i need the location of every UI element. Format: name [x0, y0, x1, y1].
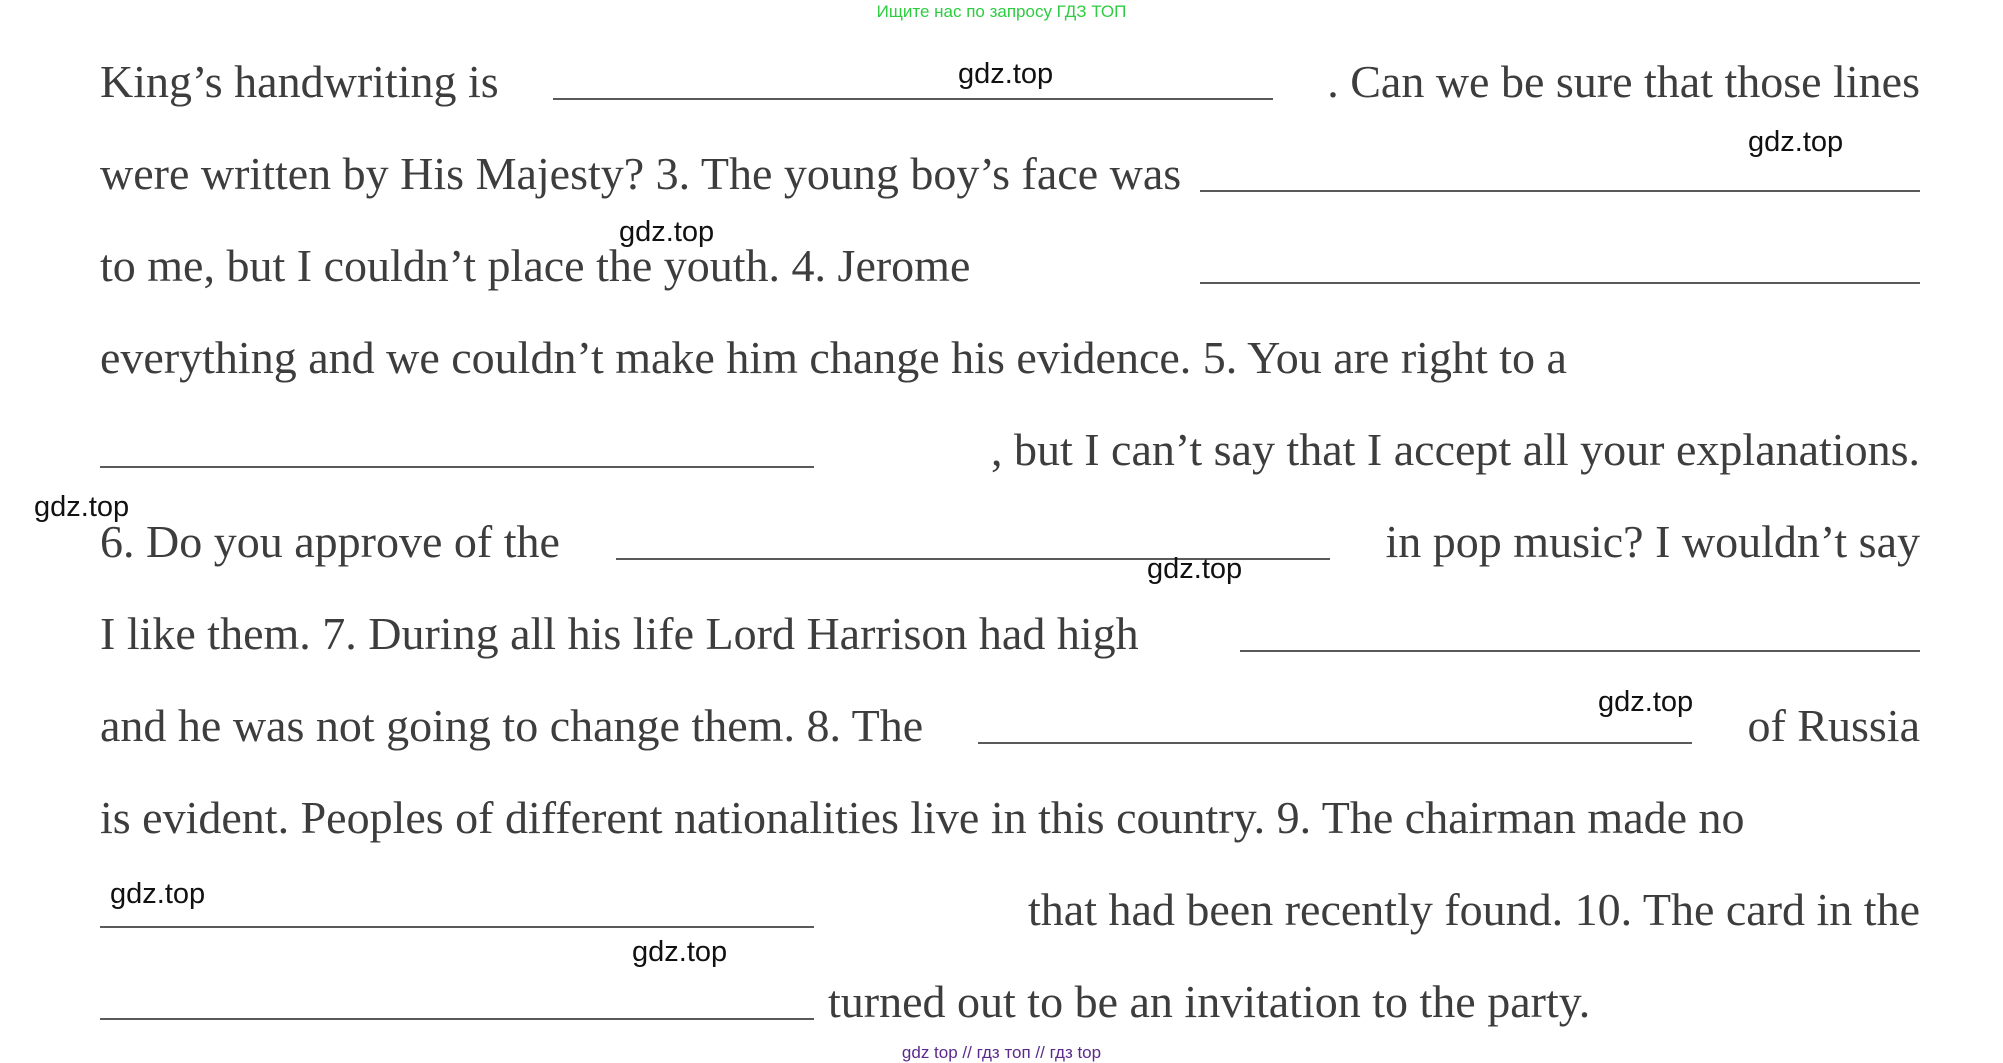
line-9-text-before: is evident. Peoples of different nationalities live in this country. 9. The chairman made no — [100, 792, 1745, 843]
answer-blank-5[interactable] — [100, 432, 814, 468]
text-line-2 — [100, 140, 1920, 200]
answer-blank-4[interactable] — [1200, 248, 1920, 284]
answer-blank-10[interactable] — [100, 984, 814, 1020]
answer-blank-9[interactable] — [100, 892, 814, 928]
line-1-text-before: King’s handwriting is — [100, 56, 499, 107]
answer-blank-3[interactable] — [1200, 156, 1920, 192]
answer-blank-7[interactable] — [1240, 616, 1920, 652]
text-line-4 — [100, 324, 1920, 384]
search-hint-banner[interactable]: Ищите нас по запросу ГДЗ ТОП — [876, 2, 1127, 21]
line-1-text-after: . Can we be sure that those lines — [1327, 56, 1920, 107]
answer-blank-2[interactable] — [553, 64, 1273, 100]
watermark-8: gdz.top — [632, 936, 728, 968]
line-7-text-before: I like them. 7. During all his life Lord Harrison had high — [100, 608, 1139, 659]
answer-blank-8[interactable] — [978, 708, 1692, 744]
line-6-text-after: in pop music? I wouldn’t say — [1385, 516, 1920, 567]
line-11-text-after: turned out to be an invitation to the party. — [828, 976, 1591, 1027]
line-3-text-before: to me, but I couldn’t place the youth. 4. Jerome — [100, 240, 971, 291]
line-8-text-after: of Russia — [1747, 700, 1920, 751]
text-line-7 — [100, 600, 1920, 660]
watermark-1: gdz.top — [958, 58, 1054, 90]
watermark-2: gdz.top — [1748, 126, 1844, 158]
text-line-6 — [100, 508, 1920, 568]
line-2-text-before: were written by His Majesty? 3. The young boy’s face was — [100, 148, 1182, 199]
text-line-5 — [100, 416, 1920, 476]
line-10-text-after: that had been recently found. 10. The card in the — [1028, 884, 1920, 935]
line-6-text-before: 6. Do you approve of the — [100, 516, 560, 567]
line-4-text-before: everything and we couldn’t make him change his evidence. 5. You are right to a — [100, 332, 1567, 383]
watermark-4: gdz.top — [34, 491, 130, 523]
footer-links[interactable]: gdz top // гдз топ // гдз top — [901, 1043, 1102, 1062]
watermark-3: gdz.top — [619, 216, 715, 248]
watermark-6: gdz.top — [1598, 686, 1694, 718]
text-line-9 — [100, 784, 1920, 844]
text-line-3 — [100, 232, 1920, 292]
line-8-text-before: and he was not going to change them. 8. The — [100, 700, 924, 751]
watermark-7: gdz.top — [110, 878, 206, 910]
text-line-11 — [100, 968, 1920, 1028]
text-line-10 — [100, 876, 1920, 936]
line-5-text-after: , but I can’t say that I accept all your explanations. — [990, 424, 1920, 475]
watermark-5: gdz.top — [1147, 553, 1243, 585]
